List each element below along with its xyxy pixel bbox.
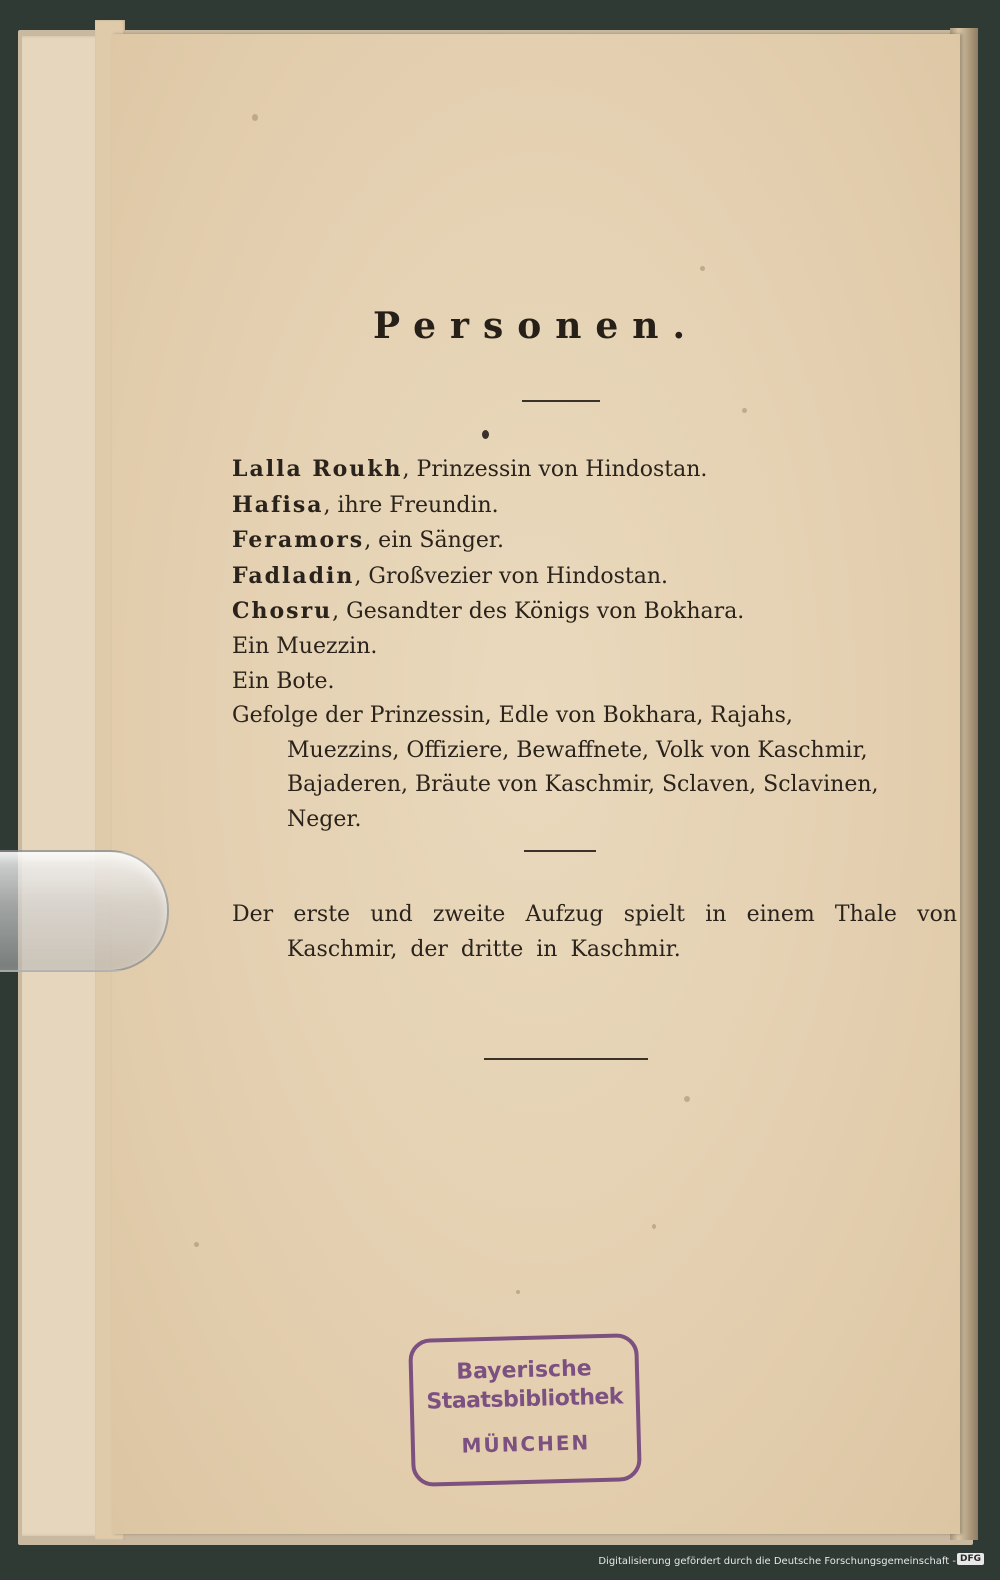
paper-spot — [684, 1096, 690, 1102]
character-description: , Gesandter des Königs von Bokhara. — [332, 599, 745, 625]
list-item — [232, 452, 912, 488]
paper-spot — [652, 1224, 656, 1229]
character-name: Lalla Roukh — [232, 456, 403, 482]
closing-divider — [484, 1058, 648, 1060]
character-description: Gefolge der Prinzessin, Edle von Bokhara, Rajahs, Muezzins, Offiziere, Bewaffnete, Volk von Kaschmir, Bajaderen, Bräute von Kaschmir, Sclaven, Sclavinen, Neger. — [232, 703, 879, 832]
character-description: , ein Sänger. — [364, 528, 504, 554]
stamp-line: MÜNCHEN — [461, 1430, 591, 1458]
list-item — [232, 523, 912, 559]
list-item — [232, 665, 912, 700]
dfg-logo: DFG — [957, 1553, 984, 1565]
list-item — [232, 488, 912, 524]
ornament-dot — [482, 430, 489, 439]
page-title: Personen. — [372, 305, 700, 347]
list-item — [232, 699, 912, 837]
section-divider — [524, 850, 596, 852]
list-item — [232, 559, 912, 595]
character-description: , Großvezier von Hindostan. — [354, 563, 668, 589]
library-stamp — [408, 1333, 642, 1487]
paper-spot — [194, 1242, 199, 1247]
character-description: Ein Muezzin. — [232, 633, 378, 659]
character-name: Hafisa — [232, 491, 324, 518]
setting-note: Der erste und zweite Aufzug spielt in einem Thale von Kaschmir, der dritte in Kaschmir. — [232, 902, 957, 962]
paper-spot — [516, 1290, 520, 1294]
paper-spot — [742, 408, 747, 413]
character-name: Chosru — [232, 598, 333, 625]
digitization-credit: Digitalisierung gefördert durch die Deutsche Forschungsgemeinschaft - — [598, 1556, 956, 1567]
paper-spot — [252, 114, 258, 121]
character-name: Fadladin — [232, 562, 355, 589]
dramatis-personae-list — [232, 452, 912, 838]
stamp-line: Bayerische — [456, 1356, 592, 1385]
paper-spot — [700, 266, 705, 271]
list-item — [232, 594, 912, 630]
character-name: Feramors — [232, 527, 365, 554]
list-item — [232, 630, 912, 665]
stamp-line: Staatsbibliothek — [426, 1384, 624, 1415]
character-description: Ein Bote. — [232, 668, 335, 694]
page-clip — [0, 850, 169, 972]
character-description: , ihre Freundin. — [323, 492, 499, 518]
character-description: , Prinzessin von Hindostan. — [402, 457, 708, 482]
title-divider — [522, 400, 600, 402]
